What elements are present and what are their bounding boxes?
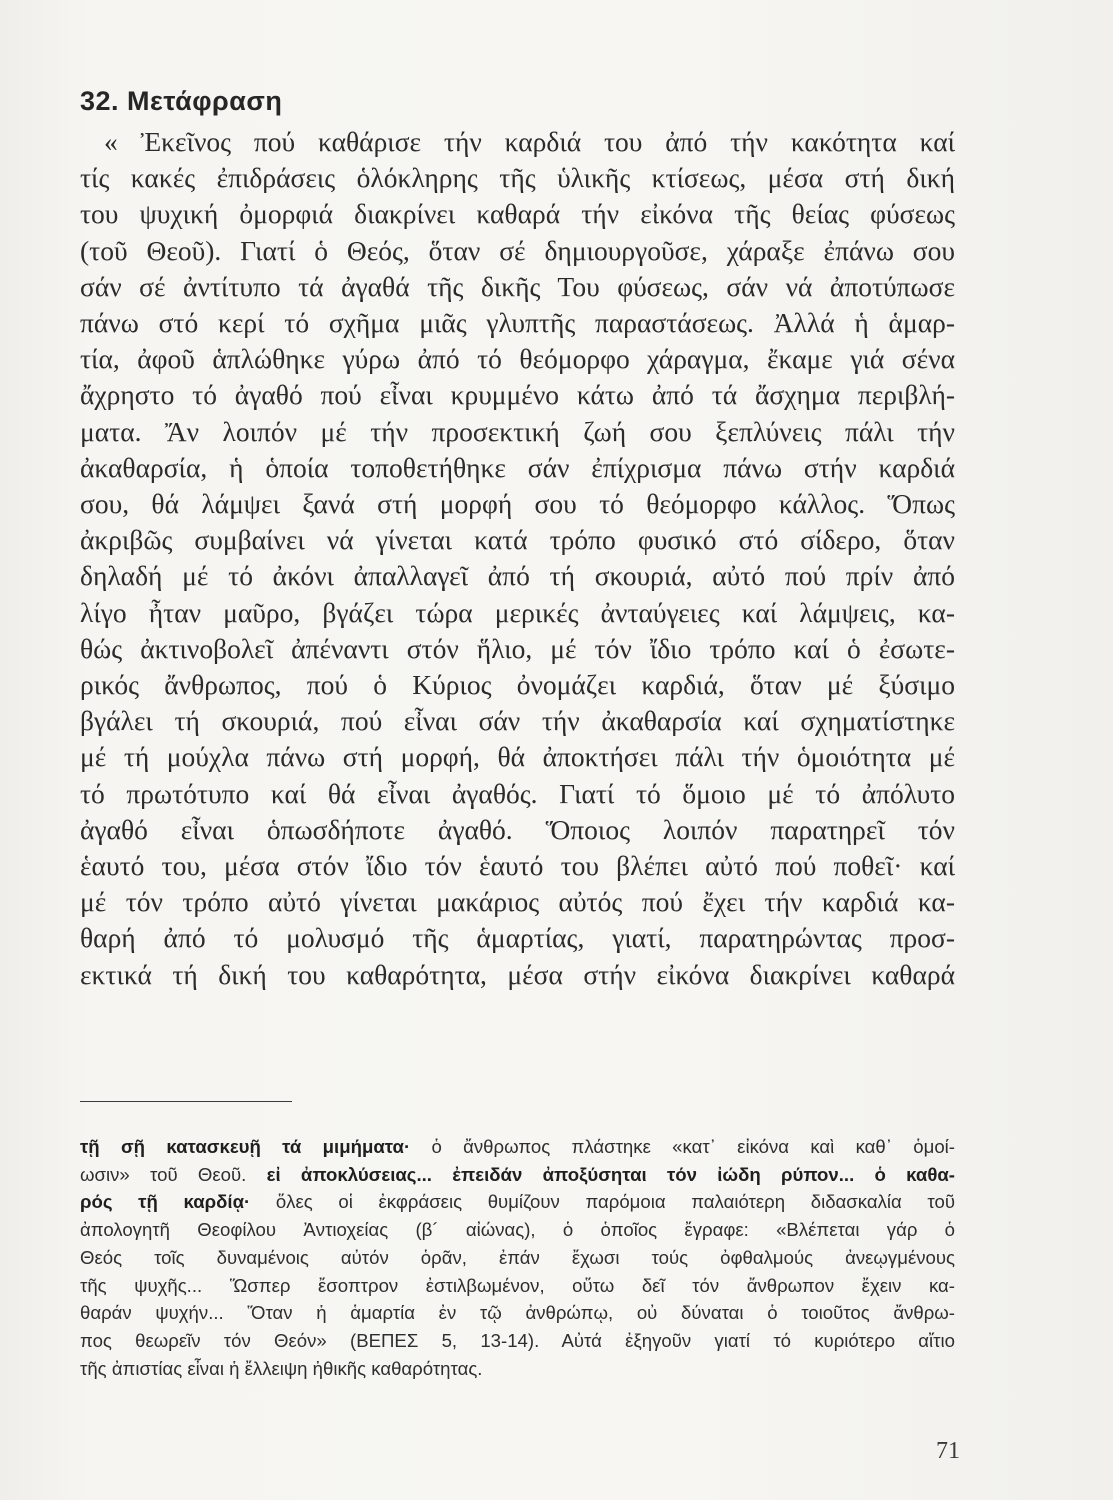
body-line: ἄχρηστο τό ἀγαθό πού εἶναι κρυμμένο κάτω ἀπό τά ἄσχημα περιβλή- [80, 379, 955, 411]
body-line: ἀγαθό εἶναι ὁπωσδήποτε ἀγαθό. Ὅποιος λοιπόν παρατηρεῖ τόν [80, 813, 955, 845]
note-lemma: ρός τῇ καρδίᾳ· [80, 1191, 251, 1213]
note-line: Θεός τοῖς δυναμένοις αὐτόν ὁρᾶν, ἐπάν ἔχωσι τούς ὀφθαλμούς ἀνεῳγμένους [80, 1246, 955, 1268]
translation-body [80, 124, 955, 993]
body-line: θαρή ἀπό τό μολυσμό τῆς ἁμαρτίας, γιατί, παρατηρώντας προσ- [80, 922, 955, 954]
body-line: ἀκριβῶς συμβαίνει νά γίνεται κατά τρόπο φυσικό στό σίδερο, ὅταν [80, 524, 955, 556]
section-heading: 32. Μετάφραση [80, 86, 283, 116]
body-line: βγάλει τή σκουριά, πού εἶναι σάν τήν ἀκαθαρσία καί σχηματίστηκε [80, 705, 955, 737]
body-line: ἀκαθαρσία, ἡ ὁποία τοποθετήθηκε σάν ἐπίχρισμα πάνω στήν καρδιά [80, 451, 955, 483]
note-line: ρός τῇ καρδίᾳ· ὅλες οἱ ἐκφράσεις θυμίζουν παρόμοια παλαιότερη διδασκαλία τοῦ [80, 1191, 955, 1213]
body-line: θώς ἀκτινοβολεῖ ἀπέναντι στόν ἥλιο, μέ τόν ἴδιο τρόπο καί ὁ ἐσωτε- [80, 632, 955, 664]
body-line: ματα. Ἄν λοιπόν μέ τήν προσεκτική ζωή σου ξεπλύνεις πάλι τήν [80, 415, 955, 447]
page-number: 71 [936, 1438, 960, 1464]
body-line: ρικός ἄνθρωπος, πού ὁ Κύριος ὀνομάζει καρδιά, ὅταν μέ ξύσιμο [80, 669, 955, 701]
note-line: ἀπολογητῆ Θεοφίλου Ἀντιοχείας (β´ αἰώνας), ὁ ὁποῖος ἔγραφε: «Βλέπεται γάρ ὁ [80, 1219, 955, 1241]
body-line: μέ τόν τρόπο αὐτό γίνεται μακάριος αὐτός πού ἔχει τήν καρδιά κα- [80, 886, 955, 918]
footnote-divider [80, 1101, 292, 1102]
body-line: εκτικά τή δική του καθαρότητα, μέσα στήν εἰκόνα διακρίνει καθαρά [80, 958, 955, 990]
body-line: δηλαδή μέ τό ἀκόνι ἀπαλλαγεῖ ἀπό τή σκουριά, αὐτό πού πρίν ἀπό [80, 560, 955, 592]
note-lemma: εἰ ἀποκλύσειας... ἐπειδάν ἀποξύσηται τόν ἰώδη ρύπον... ὁ καθα- [266, 1163, 955, 1185]
body-line: (τοῦ Θεοῦ). Γιατί ὁ Θεός, ὅταν σέ δημιουργοῦσε, χάραξε ἐπάνω σου [80, 234, 955, 266]
body-line: σάν σέ ἀντίτυπο τά ἀγαθά τῆς δικῆς Του φύσεως, σάν νά ἀποτύπωσε [80, 270, 955, 302]
body-line: σου, θά λάμψει ξανά στή μορφή σου τό θεόμορφο κάλλος. Ὅπως [80, 488, 955, 520]
body-line: λίγο ἦταν μαῦρο, βγάζει τώρα μερικές ἀνταύγειες καί λάμψεις, κα- [80, 596, 955, 628]
body-line: τία, ἀφοῦ ἁπλώθηκε γύρω ἀπό τό θεόμορφο χάραγμα, ἔκαμε γιά σένα [80, 343, 955, 375]
body-line: μέ τή μούχλα πάνω στή μορφή, θά ἀποκτήσει πάλι τήν ὁμοιότητα μέ [80, 741, 955, 773]
body-line: του ψυχική ὀμορφιά διακρίνει καθαρά τήν εἰκόνα τῆς θείας φύσεως [80, 198, 955, 230]
body-line: « Ἐκεῖνος πού καθάρισε τήν καρδιά του ἀπό τήν κακότητα καί [104, 126, 955, 157]
note-line: τῆς ἀπιστίας εἶναι ἡ ἔλλειψη ἠθικῆς καθαρότητας. [80, 1357, 483, 1379]
note-line: τῆς ψυχῆς... Ὥσπερ ἔσοπτρον ἐστιλβωμένον, οὕτω δεῖ τόν ἄνθρωπον ἔχειν κα- [80, 1274, 955, 1296]
note-line: ωσιν» τοῦ Θεοῦ. εἰ ἀποκλύσειας... ἐπειδάν ἀποξύσηται τόν ἰώδη ρύπον... ὁ καθα- [80, 1163, 955, 1185]
body-line: τό πρωτότυπο καί θά εἶναι ἀγαθός. Γιατί τό ὅμοιο μέ τό ἀπόλυτο [80, 777, 955, 809]
note-line: τῇ σῇ κατασκευῇ τά μιμήματα· ὁ ἄνθρωπος πλάστηκε «κατ᾽ εἰκόνα καὶ καθ᾽ ὁμοί- [80, 1136, 955, 1157]
footnotes [80, 1133, 955, 1382]
body-line: πάνω στό κερί τό σχῆμα μιᾶς γλυπτῆς παραστάσεως. Ἀλλά ἡ ἁμαρ- [80, 307, 955, 339]
note-line: πος θεωρεῖν τόν Θεόν» (ΒΕΠΕΣ 5, 13-14). Αὐτά ἐξηγοῦν γιατί τό κυριότερο αἴτιο [80, 1329, 955, 1351]
note-line: θαράν ψυχήν... Ὅταν ἡ ἁμαρτία ἐν τῷ ἀνθρώπῳ, οὐ δύναται ὁ τοιοῦτος ἄνθρω- [80, 1302, 955, 1324]
note-lemma: τῇ σῇ κατασκευῇ τά μιμήματα· [80, 1136, 411, 1157]
body-line: τίς κακές ἐπιδράσεις ὁλόκληρης τῆς ὑλικῆς κτίσεως, μέσα στή δική [80, 162, 955, 194]
body-line: ἑαυτό του, μέσα στόν ἴδιο τόν ἑαυτό του βλέπει αὐτό πού ποθεῖ· καί [80, 850, 955, 882]
